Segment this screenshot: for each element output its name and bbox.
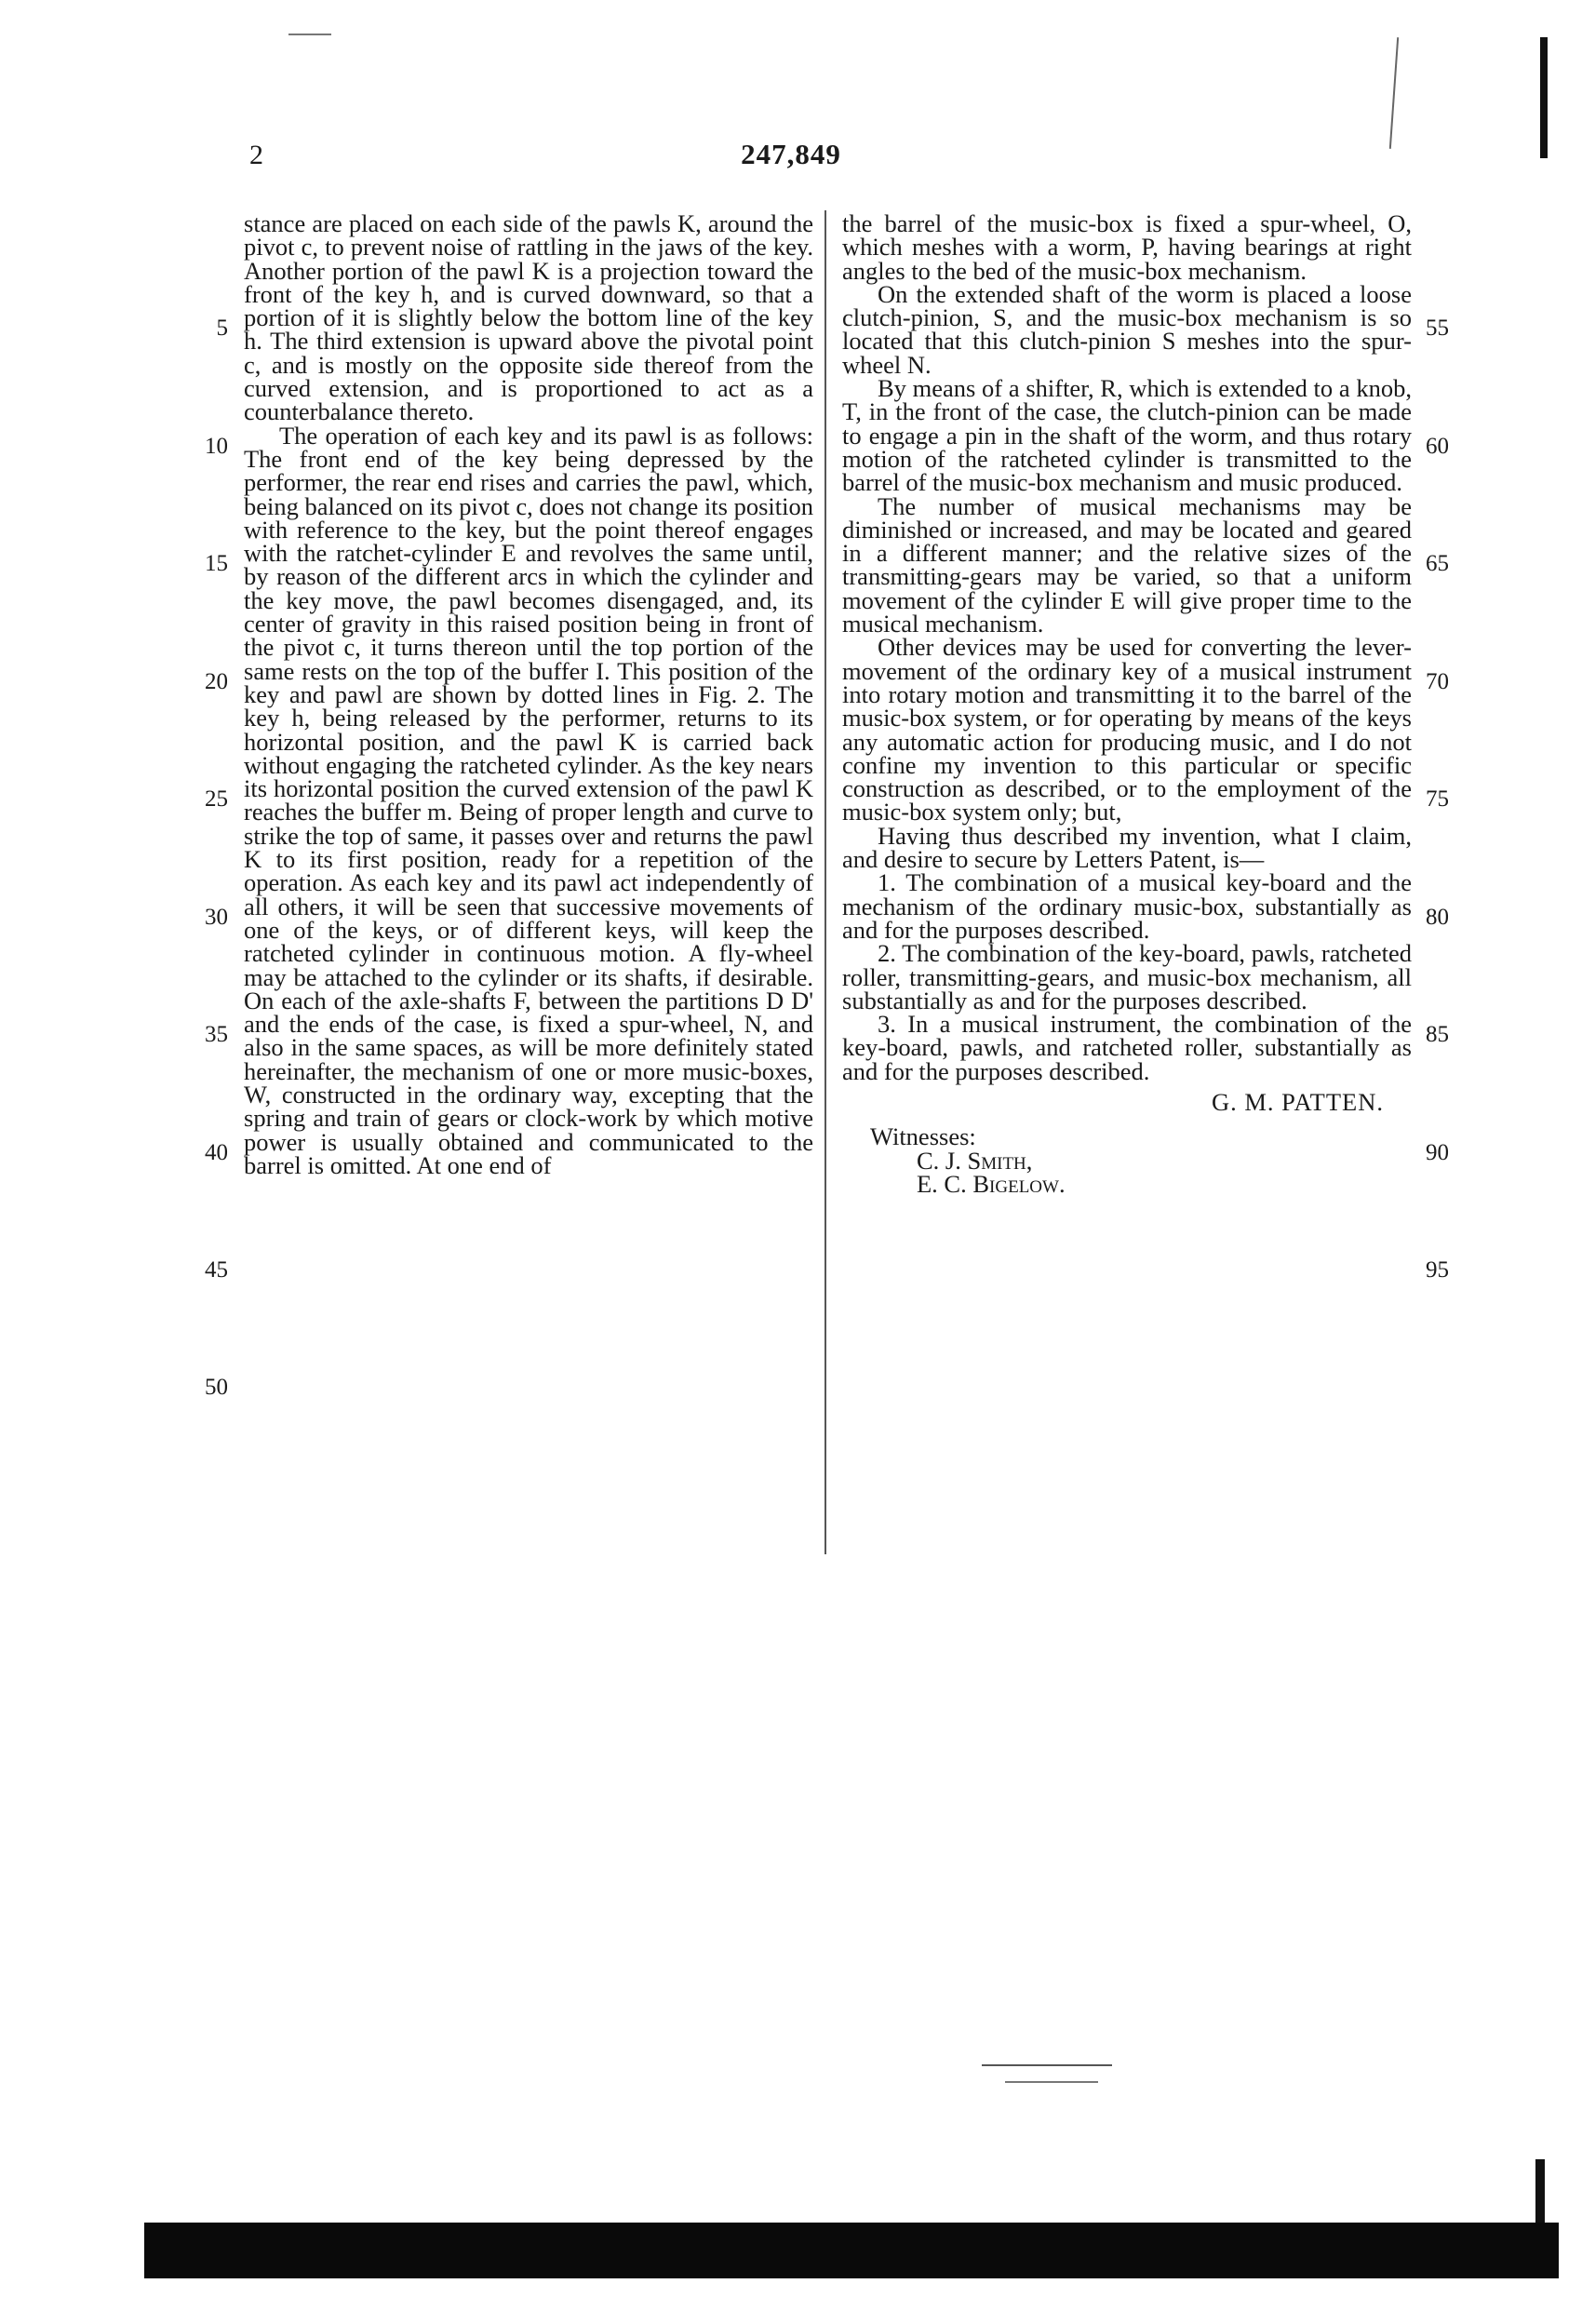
line-number: 55: [1426, 316, 1449, 341]
line-number: 60: [1426, 434, 1449, 459]
signature: G. M. PATTEN.: [1211, 1087, 1384, 1116]
line-number: 90: [1426, 1140, 1449, 1165]
line-number: 25: [205, 786, 228, 812]
paragraph: By means of a shifter, R, which is extended to a knob, T, in the front of the case, the clutch-pinion can be made to engage a pin in the shaft of the worm, and thus rotary motion of the ratcheted cylinder is transmitted to the barrel of the music-box mechanism and music produced.: [842, 374, 1412, 497]
paragraph: Having thus described my invention, what I claim, and desire to secure by Letters Patent, is—: [842, 821, 1412, 874]
line-number: 75: [1426, 786, 1449, 812]
scan-artifact-bottom-rule: [982, 2064, 1112, 2066]
paragraph: stance are placed on each side of the pawls K, around the pivot c, to prevent noise of rattling in the jaws of the key. Another portion of the pawl K is a projection toward the front of the key h, and is curved downward, so that a portion of it is slightly below the bottom line of the key h. The third extension is upward above the pivotal point c, and is mostly on the opposite side thereof from the curved extension, and is proportioned to act as a counterbalance thereto.: [244, 209, 813, 426]
line-number: 15: [205, 551, 228, 576]
claim: 1. The combination of a musical key-board and the mechanism of the ordinary music-box, substantially as and for the purposes described.: [842, 868, 1412, 944]
witness-name: E. C. Bigelow.: [917, 1169, 1066, 1198]
paragraph: the barrel of the music-box is fixed a spur-wheel, O, which meshes with a worm, P, having bearings at right angles to the bed of the music-box mechanism.: [842, 209, 1412, 285]
scan-artifact-mark: [1389, 37, 1399, 149]
line-number: 10: [205, 434, 228, 459]
paragraph: The number of musical mechanisms may be diminished or increased, and may be located and geared in a different manner; and the relative sizes of the transmitting-gears may be varied, so that a uniform movement of the cylinder E will give proper time to the musical mechanism.: [842, 491, 1412, 638]
column-rule: [825, 210, 826, 1554]
patent-number: 247,849: [741, 138, 841, 170]
paragraph: Other devices may be used for converting the lever-movement of the ordinary key of a musical instrument into rotary motion and transmitting it to the barrel of the music-box system, or for operating by means of the keys any automatic action for producing music, and I do not confine my invention to this particular or specific construction as described, or to the employment of the music-box system only; but,: [842, 633, 1412, 826]
right-column: [842, 209, 1412, 1198]
paragraph: The operation of each key and its pawl is as follows: The front end of the key being depressed by the performer, the rear end rises and carries the pawl, which, being balanced on its pivot c, does not change its position with reference to the key, but the point thereof engages with the ratchet-cylinder E and revolves the same until, by reason of the different arcs in which the cylinder and the key move, the pawl becomes disengaged, and, its center of gravity in this raised position being in front of the pivot c, it turns thereon until the top portion of the same rests on the top of the buffer I. This position of the key and pawl are shown by dotted lines in Fig. 2. The key h, being released by the performer, returns to its horizontal position, and the pawl K is carried back without engaging the ratcheted cylinder. As the key nears its horizontal position the curved extension of the pawl K reaches the buffer m. Being of proper length and curve to strike the top of same, it passes over and returns the pawl K to its first position, ready for a repetition of the operation. As each key and its pawl act independently of all others, it will be seen that successive movements of one of the keys, or of different keys, will keep the ratcheted cylinder in continuous motion. A fly-wheel may be attached to the cylinder or its shafts, if desirable. On each of the axle-shafts F, between the partitions D D' and the ends of the case, is fixed a spur-wheel, N, and also in the same spaces, as will be more definitely stated hereinafter, the mechanism of one or more music-boxes, W, constructed in the ordinary way, excepting that the spring and train of gears or clock-work by which motive power is usually obtained and communicated to the barrel is omitted. At one end of: [244, 421, 813, 1179]
line-number: 95: [1426, 1257, 1449, 1283]
left-column: [244, 209, 813, 1179]
line-number: 5: [216, 316, 228, 341]
claim: 2. The combination of the key-board, pawls, ratcheted roller, transmitting-gears, and music-box mechanism, all substantially as and for the purposes described.: [842, 939, 1412, 1014]
line-number: 45: [205, 1257, 228, 1283]
scan-artifact-bottom-rule: [1005, 2081, 1098, 2083]
scan-black-border: [144, 2223, 1559, 2278]
line-number: 65: [1426, 551, 1449, 576]
witness-name: C. J. Smith,: [917, 1146, 1033, 1175]
line-number: 30: [205, 905, 228, 930]
claim: 3. In a musical instrument, the combination of the key-board, pawls, and ratcheted roller, substantially as and for the purposes described.: [842, 1010, 1412, 1085]
paragraph: On the extended shaft of the worm is placed a loose clutch-pinion, S, and the music-box mechanism is so located that this clutch-pinion S meshes into the spur-wheel N.: [842, 279, 1412, 379]
line-number: 40: [205, 1140, 228, 1165]
line-number: 35: [205, 1022, 228, 1047]
line-number: 50: [205, 1375, 228, 1400]
line-number: 20: [205, 669, 228, 694]
line-number: 80: [1426, 905, 1449, 930]
witnesses-label: Witnesses:: [870, 1122, 976, 1151]
scan-artifact-top-rule: [288, 34, 331, 35]
line-number: 70: [1426, 669, 1449, 694]
scan-artifact-right-tab: [1535, 2159, 1545, 2224]
line-number: 85: [1426, 1022, 1449, 1047]
page-number: 2: [249, 140, 263, 170]
scan-artifact-right-edge: [1540, 37, 1548, 158]
